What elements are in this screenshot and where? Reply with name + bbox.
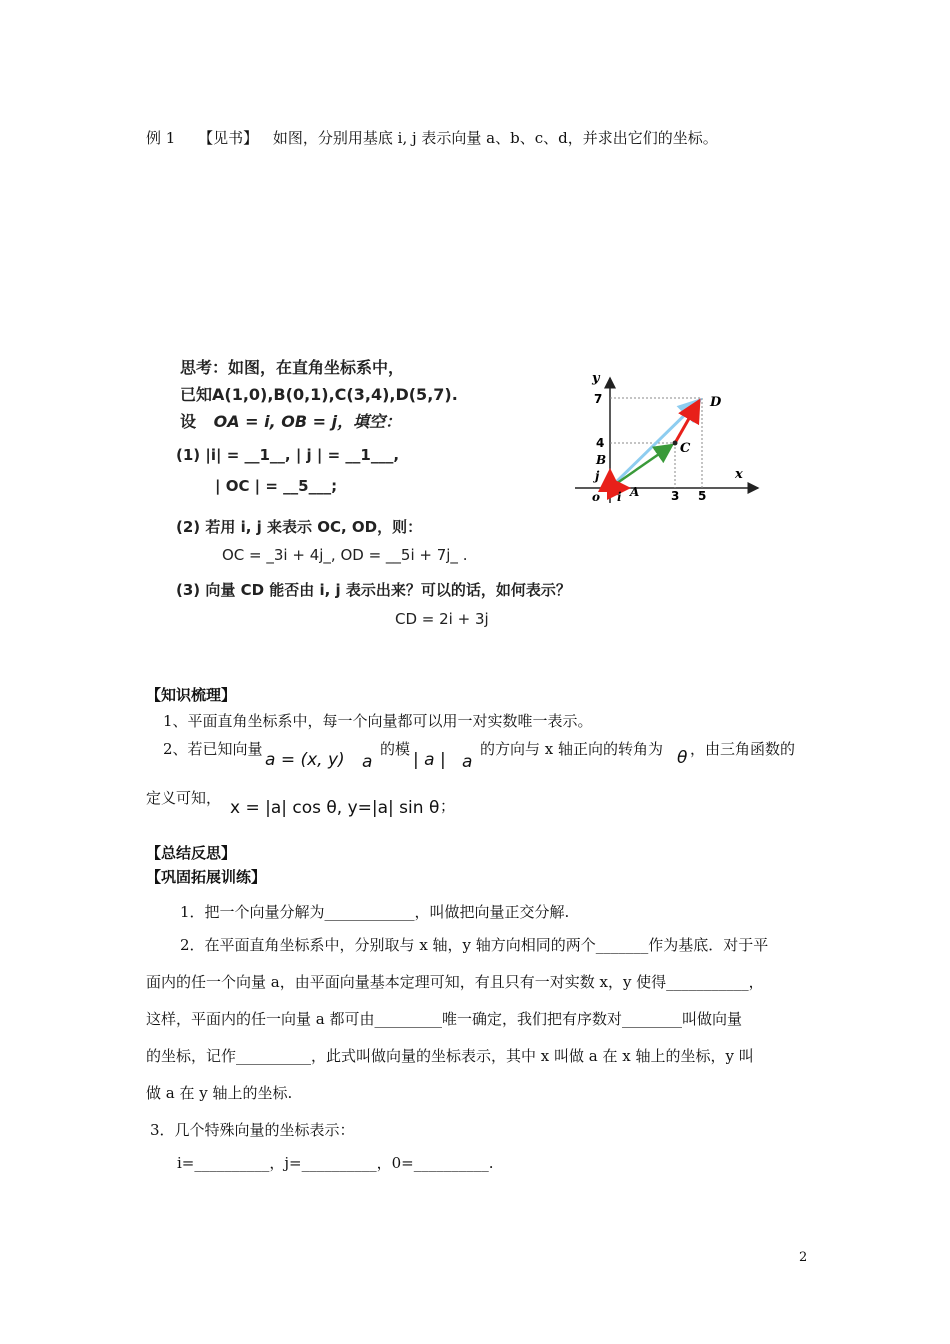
example1-label: 例 1 [146,129,176,147]
example1-line [146,127,718,148]
page-number: 2 [799,1250,808,1265]
knowledge-heading: 【知识梳理】 [146,686,237,704]
knowledge-item3-a: 定义可知， [146,789,222,807]
think-line1: 思考：如图，在直角坐标系中， [180,358,405,377]
label-3: 3 [671,489,680,503]
label-5: 5 [698,489,707,503]
label-D: D [710,395,722,410]
think-q3-answer: CD = 2i + 3j [395,610,489,628]
knowledge-theta: θ [677,748,688,768]
label-x-axis: x [735,467,743,482]
label-B: B [596,453,607,467]
think-line3-expr: OA = i, OB = j，填空： [213,412,402,431]
knowledge-item1: 1、平面直角坐标系中，每一个向量都可以用一对实数唯一表示。 [163,712,593,730]
knowledge-item2-f: ，由三角函数的 [690,740,796,758]
knowledge-vector-a: a = (x, y) [265,750,345,770]
think-q2: (2) 若用 i, j 来表示 OC, OD，则： [176,518,423,536]
point-C-dot [673,441,678,446]
think-q1b: | OC | = __5___; [215,477,338,495]
summary-heading: 【总结反思】 [146,844,237,862]
coordinate-graph [570,368,770,508]
think-q1a: (1) |i| = __1__, | j | = __1___, [176,446,400,464]
label-A: A [630,485,640,499]
knowledge-item2-c: 的模 [380,740,411,758]
knowledge-a2: a [462,752,473,772]
label-7: 7 [594,392,603,406]
knowledge-item2-e: 的方向与 x 轴正向的转角为 [480,740,663,758]
practice-p2-line3: 这样，平面内的任一向量 a 都可由_________唯一确定，我们把有序数对________叫做向量 [146,1010,742,1028]
practice-p2-line4: 的坐标，记作__________，此式叫做向量的坐标表示，其中 x 叫做 a 在 x 轴上的坐标，y 叫 [146,1047,754,1065]
knowledge-a1: a [362,752,373,772]
example1-tag: 【见书】 [198,129,259,147]
label-j: j [595,469,600,483]
practice-heading: 【巩固拓展训练】 [146,868,267,886]
vector-OC [610,445,672,488]
label-y-axis: y [592,371,600,386]
think-q3: (3) 向量 CD 能否由 i, j 表示出来？可以的话，如何表示？ [176,581,571,599]
knowledge-item3-end: ； [440,797,456,815]
think-line3 [180,409,401,432]
think-line3-prefix: 设 [180,412,197,431]
label-origin: o [592,490,601,504]
practice-p2-line2: 面内的任一个向量 a，由平面向量基本定理可知，有且只有一对实数 x，y 使得___________， [146,973,764,991]
think-line2: 已知A(1,0),B(0,1),C(3,4),D(5,7). [180,385,458,404]
example1-text: 如图，分别用基底 i, j 表示向量 a、b、c、d，并求出它们的坐标。 [272,129,718,147]
label-C: C [680,441,691,456]
practice-p1: 1．把一个向量分解为____________，叫做把向量正交分解. [180,903,570,921]
label-4: 4 [596,436,605,450]
practice-p2-line5: 做 a 在 y 轴上的坐标. [146,1084,293,1102]
label-i: i [617,490,622,504]
think-q2-answer: OC = _3i + 4j_, OD = __5i + 7j_ . [222,546,468,564]
practice-p3-answer: i=__________，j=__________，0=__________. [177,1154,494,1172]
knowledge-formula: x = |a| cos θ, y=|a| sin θ [230,798,440,818]
knowledge-modulus: | a | [413,750,446,770]
practice-p3: 3．几个特殊向量的坐标表示： [150,1121,355,1139]
practice-p2-line1: 2．在平面直角坐标系中，分别取与 x 轴，y 轴方向相同的两个_______作为基底．对于平 [180,936,769,954]
knowledge-item2-a: 2、若已知向量 [163,740,263,758]
